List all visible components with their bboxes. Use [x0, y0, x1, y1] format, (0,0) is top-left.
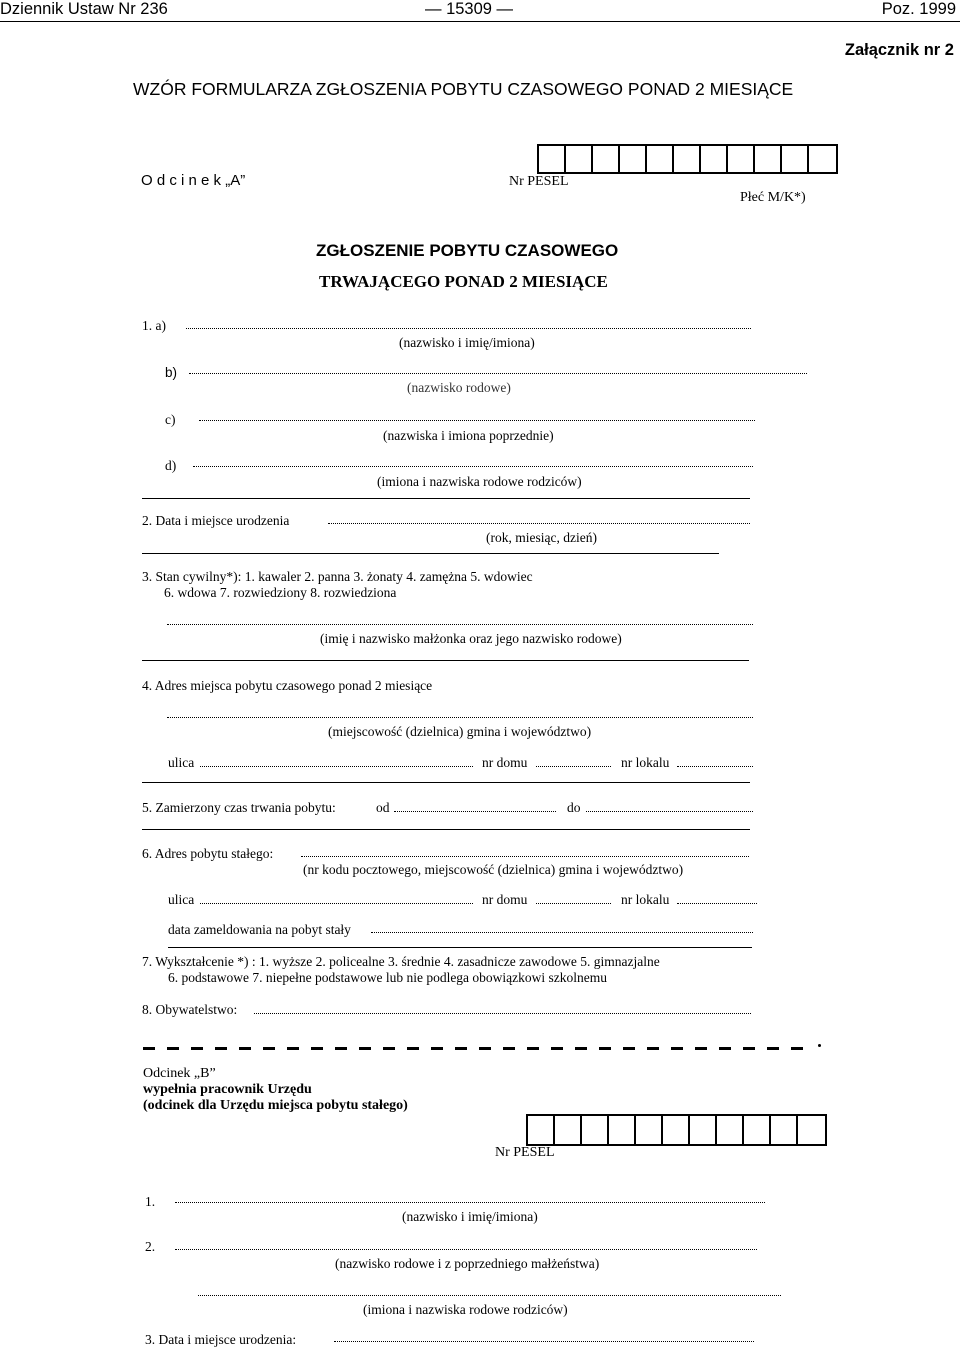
section-a-label: O d c i n e k „A” — [141, 172, 246, 189]
field-1d-number: d) — [165, 458, 177, 473]
field-3-options-row-1: 3. Stan cywilny*): 1. kawaler 2. panna 3. żonaty 4. zamężna 5. wdowiec — [142, 569, 533, 584]
field-6-street-label: ulica — [168, 892, 195, 907]
field-2-label: 2. Data i miejsce urodzenia — [142, 513, 290, 528]
b-field-2-number: 2. — [145, 1239, 156, 1254]
heading-line-2: TRWAJĄCEGO PONAD 2 MIESIĄCE — [319, 272, 608, 291]
field-4-place-input[interactable] — [167, 717, 753, 718]
field-6-house-label: nr domu — [482, 892, 528, 907]
field-4-house-input[interactable] — [536, 766, 611, 767]
field-4-label: 4. Adres miejsca pobytu czasowego ponad 2 miesiące — [142, 678, 433, 693]
pesel-boxes-b[interactable] — [526, 1114, 827, 1146]
divider — [168, 947, 752, 948]
pesel-boxes-a[interactable] — [537, 144, 838, 174]
field-1c-number: c) — [165, 412, 176, 427]
field-2-caption: (rok, miesiąc, dzień) — [486, 530, 597, 545]
field-4-street-label: ulica — [168, 755, 195, 770]
divider — [142, 553, 719, 554]
b-field-1-caption: (nazwisko i imię/imiona) — [402, 1209, 538, 1224]
field-5-to-label: do — [567, 800, 581, 815]
b-field-2b-input[interactable] — [198, 1295, 781, 1296]
field-5-label: 5. Zamierzony czas trwania pobytu: — [142, 800, 336, 815]
field-1d-caption: (imiona i nazwiska rodowe rodziców) — [377, 474, 582, 489]
b-field-1-input[interactable] — [175, 1202, 765, 1203]
pesel-label-a: Nr PESEL — [509, 174, 569, 189]
b-field-3-input[interactable] — [334, 1341, 754, 1342]
field-8-input[interactable] — [254, 1013, 751, 1014]
section-b-subtitle-1: wypełnia pracownik Urzędu — [143, 1082, 312, 1097]
divider — [142, 782, 750, 783]
cut-line — [143, 1047, 811, 1050]
field-5-from-input[interactable] — [394, 811, 556, 812]
field-1c-input[interactable] — [199, 420, 755, 421]
cut-line-dot — [818, 1044, 821, 1047]
field-4-house-label: nr domu — [482, 755, 528, 770]
field-1b-caption: (nazwisko rodowe) — [407, 380, 511, 395]
field-1c-caption: (nazwiska i imiona poprzednie) — [383, 428, 554, 443]
b-field-2-caption: (nazwisko rodowe i z poprzedniego małżeństwa) — [335, 1256, 600, 1271]
form-title: WZÓR FORMULARZA ZGŁOSZENIA POBYTU CZASOWEGO PONAD 2 MIESIĄCE — [133, 79, 794, 99]
field-1b-number: b) — [165, 365, 178, 380]
heading-line-1: ZGŁOSZENIE POBYTU CZASOWEGO — [316, 241, 619, 260]
field-3-options-row-2: 6. wdowa 7. rozwiedziony 8. rozwiedziona — [164, 585, 397, 600]
divider — [142, 498, 750, 499]
annex-label: Załącznik nr 2 — [844, 41, 954, 59]
field-4-caption: (miejscowość (dzielnica) gmina i województwo) — [328, 724, 592, 739]
field-3-caption: (imię i nazwisko małżonka oraz jego nazwisko rodowe) — [320, 631, 622, 646]
b-field-2-input[interactable] — [175, 1249, 757, 1250]
journal-title: Dziennik Ustaw Nr 236 — [0, 0, 168, 18]
section-b-subtitle-2: (odcinek dla Urzędu miejsca pobytu stałego) — [143, 1098, 408, 1113]
field-6-registration-label: data zameldowania na pobyt stały — [168, 922, 351, 937]
field-2-input[interactable] — [328, 523, 750, 524]
field-4-flat-input[interactable] — [677, 766, 753, 767]
field-1d-input[interactable] — [193, 466, 753, 467]
field-5-to-input[interactable] — [586, 811, 753, 812]
header-rule — [0, 21, 960, 22]
field-6-house-input[interactable] — [536, 903, 611, 904]
pesel-label-b: Nr PESEL — [495, 1145, 555, 1160]
field-1a-number: 1. a) — [142, 318, 166, 333]
field-6-flat-label: nr lokalu — [621, 892, 670, 907]
page-number: — 15309 — — [425, 0, 514, 18]
field-7-options-row-1: 7. Wykształcenie *) : 1. wyższe 2. policealne 3. średnie 4. zasadnicze zawodowe 5. gimnazjalne — [142, 954, 660, 969]
divider — [142, 829, 750, 830]
sex-field-label: Płeć M/K*) — [740, 190, 806, 205]
field-6-registration-input[interactable] — [371, 932, 753, 933]
b-field-3-label: 3. Data i miejsce urodzenia: — [145, 1332, 297, 1347]
field-6-address-input[interactable] — [301, 856, 749, 857]
field-6-caption: (nr kodu pocztowego, miejscowość (dzielnica) gmina i województwo) — [303, 862, 684, 877]
field-6-street-input[interactable] — [200, 903, 473, 904]
field-6-label: 6. Adres pobytu stałego: — [142, 846, 274, 861]
position-number: Poz. 1999 — [881, 0, 956, 18]
field-4-street-input[interactable] — [200, 766, 473, 767]
field-6-flat-input[interactable] — [677, 903, 757, 904]
field-1a-caption: (nazwisko i imię/imiona) — [399, 335, 535, 350]
field-1a-input[interactable] — [186, 328, 751, 329]
divider — [142, 660, 749, 661]
field-4-flat-label: nr lokalu — [621, 755, 670, 770]
field-3-spouse-input[interactable] — [167, 624, 753, 625]
field-1b-input[interactable] — [189, 373, 807, 374]
b-field-1-number: 1. — [145, 1194, 156, 1209]
b-field-2b-caption: (imiona i nazwiska rodowe rodziców) — [363, 1302, 568, 1317]
section-b-label: Odcinek „B” — [143, 1066, 216, 1081]
field-7-options-row-2: 6. podstawowe 7. niepełne podstawowe lub nie podlega obowiązkowi szkolnemu — [168, 970, 608, 985]
field-5-from-label: od — [376, 800, 390, 815]
field-8-label: 8. Obywatelstwo: — [142, 1002, 238, 1017]
